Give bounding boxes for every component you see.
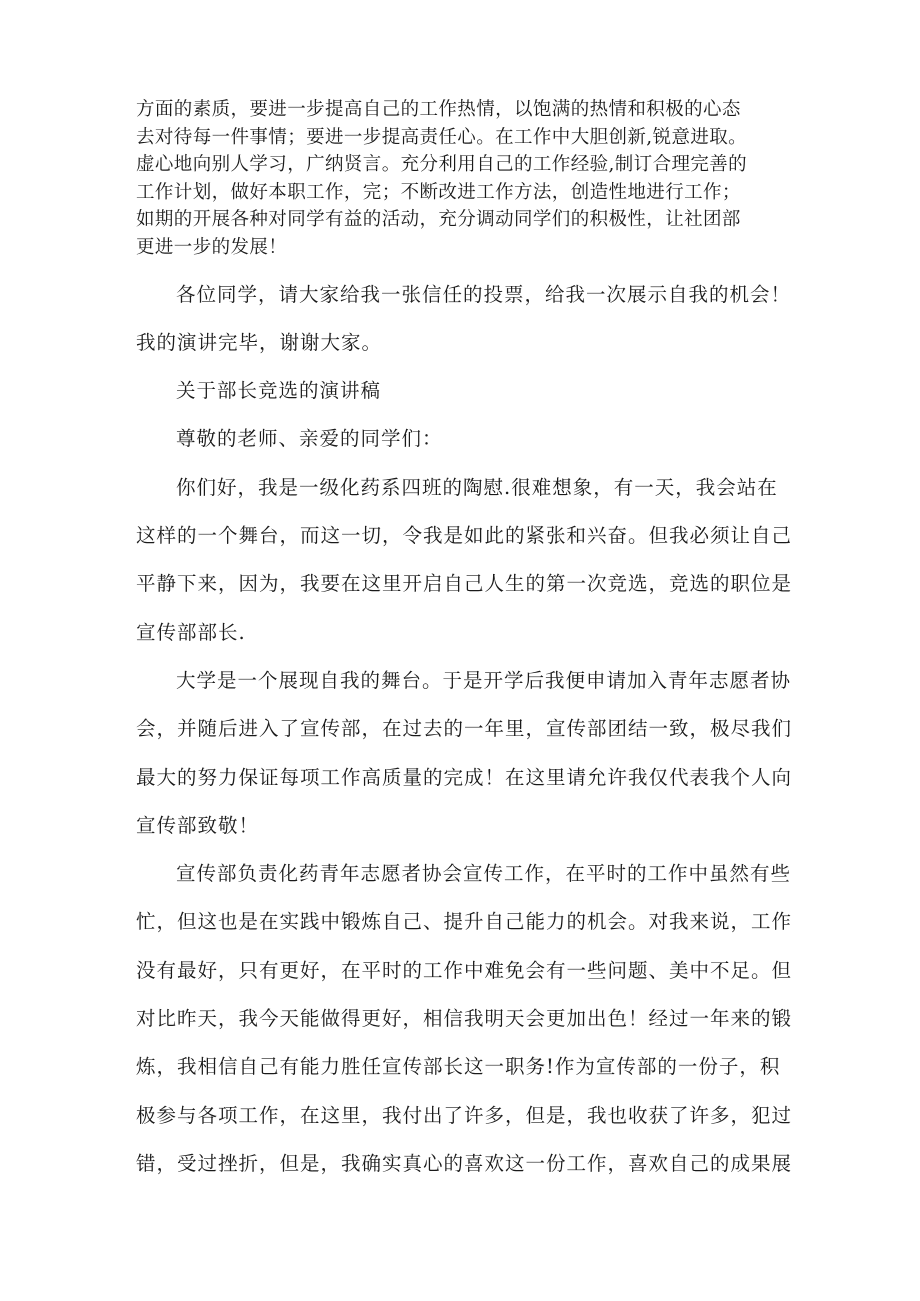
salutation <box>136 415 820 463</box>
opening-paragraph <box>136 96 820 262</box>
text-line: 各位同学，请大家给我一张信任的投票，给我一次展示自我的机会！ <box>176 282 792 306</box>
paragraph-intro <box>136 464 820 657</box>
text-line: 宣传部致敬！ <box>136 813 260 837</box>
paragraph-university <box>136 657 820 850</box>
text-line: 方面的素质，要进一步提高自己的工作热情，以饱满的热情和积极的心态 <box>136 99 741 120</box>
text-line: 最大的努力保证每项工作高质量的完成！在这里请允许我仅代表我个人向 <box>136 765 793 789</box>
speech-title <box>136 367 820 415</box>
text-line: 这样的一个舞台，而这一切，令我是如此的紧张和兴奋。但我必须让自己 <box>136 524 793 548</box>
text-line: 如期的开展各种对同学有益的活动，充分调动同学们的积极性，让社团部 <box>136 209 741 231</box>
text-line: 去对待每一件事情；要进一步提高责任心。在工作中大胆创新,锐意进取。 <box>136 126 748 148</box>
text-line: 大学是一个展现自我的舞台。于是开学后我便申请加入青年志愿者协 <box>176 668 792 692</box>
text-line: 宣传部部长. <box>136 620 246 644</box>
text-line: 错，受过挫折，但是，我确实真心的喜欢这一份工作，喜欢自己的成果展 <box>136 1151 793 1175</box>
text-line: 极参与各项工作，在这里，我付出了许多，但是，我也收获了许多，犯过 <box>136 1103 793 1127</box>
text-line: 会，并随后进入了宣传部，在过去的一年里，宣传部团结一致，极尽我们 <box>136 717 793 741</box>
text-line: 虚心地向别人学习，广纳贤言。充分利用自己的工作经验,制订合理完善的 <box>136 154 748 176</box>
text-line: 我的演讲完毕，谢谢大家。 <box>136 330 383 354</box>
text-line: 对比昨天，我今天能做得更好，相信我明天会更加出色！经过一年来的锻 <box>136 1007 793 1031</box>
text-line: 工作计划，做好本职工作，完；不断改进工作方法，创造性地进行工作； <box>136 181 741 203</box>
text-line: 你们好，我是一级化药系四班的陶慰.很难想象，有一天，我会站在 <box>176 475 778 499</box>
text-line: 更进一步的发展！ <box>136 236 288 258</box>
appeal-paragraph <box>136 271 820 368</box>
text-line: 没有最好，只有更好，在平时的工作中难免会有一些问题、美中不足。但 <box>136 958 793 982</box>
text-line: 宣传部负责化药青年志愿者协会宣传工作，在平时的工作中虽然有些 <box>176 862 792 886</box>
text-line: 忙，但这也是在实践中锻炼自己、提升自己能力的机会。对我来说，工作 <box>136 910 793 934</box>
salutation-text: 尊敬的老师、亲爱的同学们： <box>176 427 443 451</box>
text-line: 平静下来，因为，我要在这里开启自己人生的第一次竞选，竞选的职位是 <box>136 572 793 596</box>
paragraph-duty <box>136 850 820 1188</box>
speech-title-text: 关于部长竞选的演讲稿 <box>176 379 382 403</box>
text-line: 炼，我相信自己有能力胜任宣传部长这一职务!作为宣传部的一份子，积 <box>136 1055 781 1079</box>
